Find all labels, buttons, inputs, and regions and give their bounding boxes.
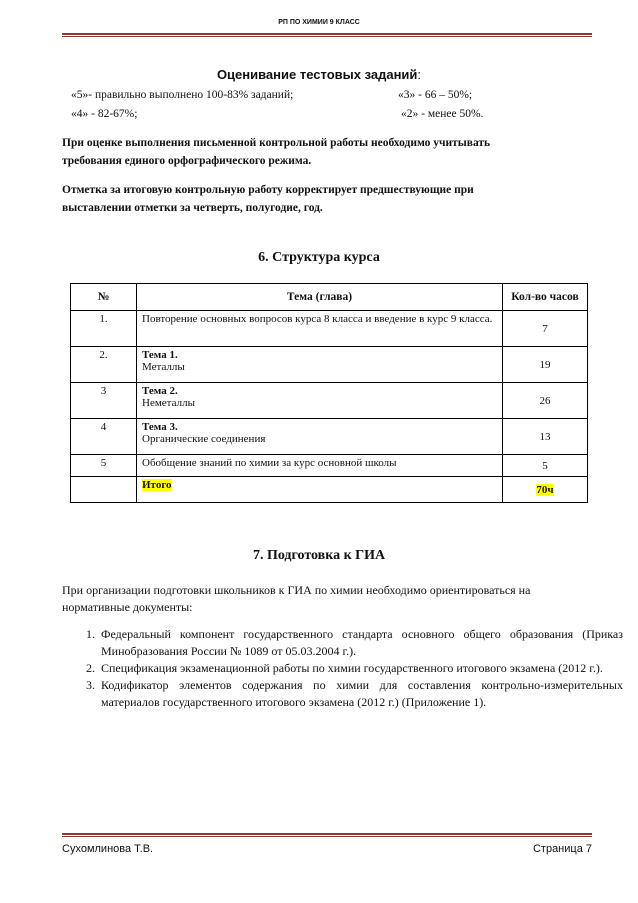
grade-5: «5»- правильно выполнено 100-83% заданий; bbox=[71, 89, 294, 101]
footer-rule-thin bbox=[62, 836, 592, 837]
list-item: 2. Спецификация экзаменационной работы по химии государственного итогового экзамена (2012 г.). bbox=[98, 660, 623, 677]
footer-author: Сухомлинова Т.В. bbox=[62, 843, 154, 855]
total-hours-cell bbox=[503, 477, 588, 503]
row-topic: Органические соединения bbox=[142, 433, 266, 445]
row-topic-cell bbox=[137, 419, 503, 455]
grade-2: «2» - менее 50%. bbox=[401, 108, 484, 120]
col-topic: Тема (глава) bbox=[137, 284, 503, 311]
section7-title: 7. Подготовка к ГИА bbox=[252, 548, 386, 563]
gia-intro-line2: нормативные документы: bbox=[62, 600, 193, 614]
row-hours: 7 bbox=[503, 311, 588, 347]
list-item: 3. Кодификатор элементов содержания по химии для составления контрольно-измерительных материалов государственного итогового экзамена (2012 г.) (Приложение 1). bbox=[98, 677, 623, 711]
final-note-line2: выставлении отметки за четверть, полугодие, год. bbox=[62, 202, 323, 214]
total-empty-cell bbox=[71, 477, 137, 503]
header-rule bbox=[62, 33, 592, 35]
final-note-line1: Отметка за итоговую контрольную работу корректирует предшествующие при bbox=[62, 184, 474, 196]
header-rule-thin bbox=[62, 36, 592, 37]
table-header-row bbox=[71, 284, 588, 311]
row-hours: 19 bbox=[503, 347, 588, 383]
row-number: 4 bbox=[71, 419, 137, 455]
row-hours: 5 bbox=[503, 455, 588, 477]
grade-4: «4» - 82-67%; bbox=[71, 108, 138, 120]
row-theme-name: Тема 1. bbox=[142, 349, 178, 361]
table-row bbox=[71, 455, 588, 477]
total-label-cell bbox=[137, 477, 503, 503]
grading-title bbox=[0, 67, 638, 82]
row-hours: 13 bbox=[503, 419, 588, 455]
gia-intro-line1: При организации подготовки школьников к ГИА по химии необходимо ориентироваться на bbox=[62, 583, 531, 597]
row-number: 1. bbox=[71, 311, 137, 347]
row-topic: Повторение основных вопросов курса 8 класса и введение в курс 9 класса. bbox=[137, 311, 503, 347]
grading-title-colon: : bbox=[417, 67, 422, 82]
total-hours: 70ч bbox=[536, 483, 554, 496]
table-row bbox=[71, 311, 588, 347]
row-theme-name: Тема 2. bbox=[142, 385, 178, 397]
page-header: РП ПО ХИМИИ 9 КЛАСС bbox=[278, 19, 360, 26]
gia-documents-list bbox=[62, 626, 623, 711]
row-theme-name: Тема 3. bbox=[142, 421, 178, 433]
section6-title: 6. Структура курса bbox=[258, 250, 380, 265]
grading-title-text: Оценивание тестовых заданий bbox=[216, 67, 418, 82]
row-topic: Неметаллы bbox=[142, 397, 195, 409]
col-hours: Кол-во часов bbox=[503, 284, 588, 311]
row-topic-cell bbox=[137, 383, 503, 419]
footer-rule bbox=[62, 833, 592, 835]
table-row bbox=[71, 347, 588, 383]
table-row bbox=[71, 419, 588, 455]
written-note-line2: требования единого орфографического режима. bbox=[62, 155, 312, 167]
table-total-row bbox=[71, 477, 588, 503]
grade-3: «3» - 66 – 50%; bbox=[398, 89, 473, 101]
list-item: 1. Федеральный компонент государственного стандарта основного общего образования (Приказ Минобразования России № 1089 от 05.03.2004 г.). bbox=[98, 626, 623, 660]
row-topic: Обобщение знаний по химии за курс основной школы bbox=[137, 455, 503, 477]
row-number: 2. bbox=[71, 347, 137, 383]
row-number: 3 bbox=[71, 383, 137, 419]
written-note-line1: При оценке выполнения письменной контрольной работы необходимо учитывать bbox=[62, 137, 491, 149]
row-number: 5 bbox=[71, 455, 137, 477]
row-hours: 26 bbox=[503, 383, 588, 419]
total-label: Итого bbox=[142, 479, 172, 491]
row-topic-cell bbox=[137, 347, 503, 383]
course-structure-table bbox=[70, 283, 588, 503]
col-number: № bbox=[71, 284, 137, 311]
footer-page-number: Страница 7 bbox=[532, 843, 592, 855]
row-topic: Металлы bbox=[142, 361, 185, 373]
table-row bbox=[71, 383, 588, 419]
